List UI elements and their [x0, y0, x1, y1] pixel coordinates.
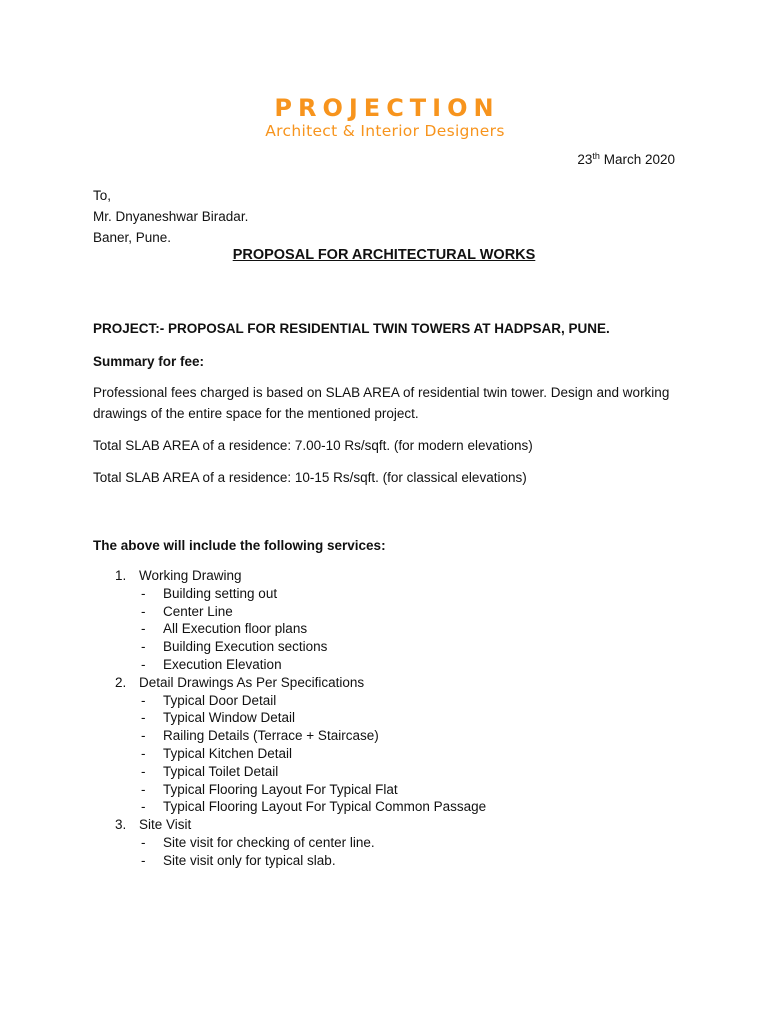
- fee-paragraph: Professional fees charged is based on SLAB AREA of residential twin tower. Design and working drawings of the entire space for the mentioned project.: [93, 385, 670, 421]
- service-subitem: [93, 709, 693, 727]
- service-number: 1.: [115, 568, 127, 583]
- subitem-label: Center Line: [163, 603, 233, 619]
- subitem-label: Typical Toilet Detail: [163, 763, 279, 779]
- dash-bullet: -: [141, 603, 146, 619]
- service-number: 2.: [115, 674, 127, 690]
- subitem-label: Typical Flooring Layout For Typical Common Passage: [163, 799, 487, 815]
- proposal-heading: PROPOSAL FOR ARCHITECTURAL WORKS: [232, 247, 536, 263]
- address-to: To,: [93, 188, 112, 203]
- rate-modern: Total SLAB AREA of a residence: 7.00-10 Rs/sqft. (for modern elevations): [93, 438, 533, 453]
- subitem-label: Railing Details (Terrace + Staircase): [163, 728, 379, 744]
- date-suffix: th: [592, 151, 600, 161]
- dash-bullet: -: [141, 585, 146, 601]
- service-subitem: [93, 852, 693, 870]
- subitem-label: Typical Kitchen Detail: [163, 745, 293, 761]
- service-item: [93, 674, 693, 692]
- date-day: 23: [577, 152, 593, 167]
- brand-tagline: Architect & Interior Designers: [265, 122, 505, 140]
- dash-bullet: -: [141, 710, 146, 726]
- service-number: 3.: [115, 817, 127, 833]
- service-subitem: [93, 585, 693, 603]
- dash-bullet: -: [141, 834, 146, 850]
- service-subitem: [93, 727, 693, 745]
- dash-bullet: -: [141, 745, 146, 761]
- dash-bullet: -: [141, 763, 146, 779]
- project-line: PROJECT:- PROPOSAL FOR RESIDENTIAL TWIN TOWERS AT HADPSAR, PUNE.: [93, 321, 610, 336]
- recipient-address: [93, 185, 248, 248]
- dash-bullet: -: [141, 799, 146, 815]
- rate-classical: Total SLAB AREA of a residence: 10-15 Rs/sqft. (for classical elevations): [93, 470, 527, 485]
- dash-bullet: -: [141, 852, 146, 868]
- subitem-label: All Execution floor plans: [163, 621, 308, 637]
- subitem-label: Typical Window Detail: [163, 710, 296, 726]
- dash-bullet: -: [141, 656, 146, 672]
- recipient-name: Mr. Dnyaneshwar Biradar.: [93, 209, 249, 224]
- date-month-year: March 2020: [603, 152, 675, 167]
- service-subitem: [93, 620, 693, 638]
- subitem-label: Typical Door Detail: [163, 692, 277, 708]
- service-item: [93, 816, 693, 834]
- subitem-label: Execution Elevation: [163, 656, 282, 672]
- recipient-location: Baner, Pune.: [93, 230, 172, 245]
- service-subitem: [93, 798, 693, 816]
- subitem-label: Building Execution sections: [163, 639, 328, 655]
- dash-bullet: -: [141, 728, 146, 744]
- service-subitem: [93, 834, 693, 852]
- service-title: Detail Drawings As Per Specifications: [139, 674, 365, 690]
- dash-bullet: -: [141, 781, 146, 797]
- service-subitem: [93, 763, 693, 781]
- letterhead: [0, 94, 768, 140]
- subitem-label: Site visit for checking of center line.: [163, 834, 375, 850]
- services-title: The above will include the following services:: [93, 538, 386, 553]
- subitem-label: Building setting out: [163, 585, 278, 601]
- service-subitem: [93, 745, 693, 763]
- service-item: [93, 567, 693, 585]
- letter-date: [577, 152, 675, 167]
- summary-title: Summary for fee:: [93, 354, 205, 369]
- brand-logo-text: PROJECTION: [274, 94, 500, 122]
- service-subitem: [93, 692, 693, 710]
- services-list: [93, 567, 693, 870]
- subitem-label: Typical Flooring Layout For Typical Flat: [163, 781, 398, 797]
- service-subitem: [93, 638, 693, 656]
- service-subitem: [93, 656, 693, 674]
- dash-bullet: -: [141, 621, 146, 637]
- subitem-label: Site visit only for typical slab.: [163, 852, 336, 868]
- service-subitem: [93, 603, 693, 621]
- service-title: Working Drawing: [139, 568, 242, 583]
- dash-bullet: -: [141, 639, 146, 655]
- service-subitem: [93, 781, 693, 799]
- dash-bullet: -: [141, 692, 146, 708]
- service-title: Site Visit: [139, 817, 192, 833]
